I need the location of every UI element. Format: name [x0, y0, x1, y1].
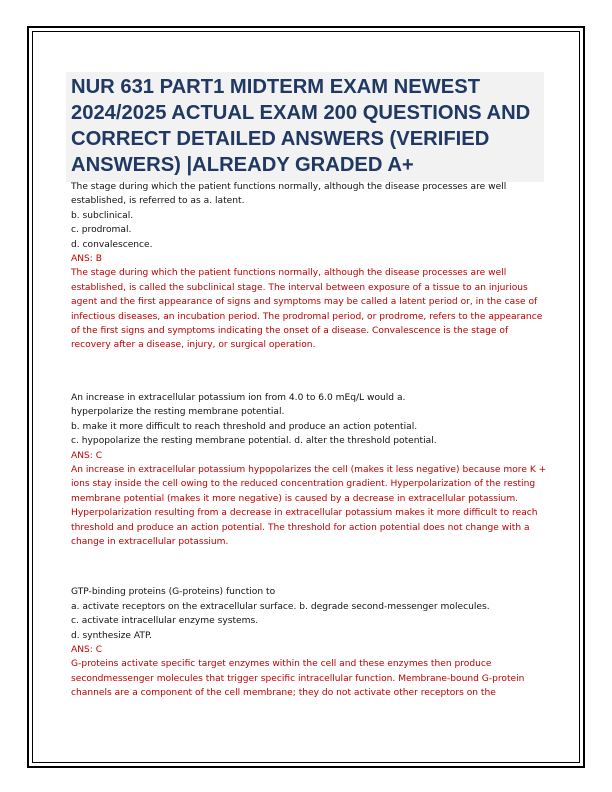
question-block: [71, 391, 547, 549]
document-title: NUR 631 PART1 MIDTERM EXAM NEWEST 2024/2025 ACTUAL EXAM 200 QUESTIONS AND CORRECT DETAILED ANSWERS (VERIFIED ANSWERS) |ALREADY GRADED A+: [71, 76, 531, 176]
answer-explanation: The stage during which the patient functions normally, although the disease processes are well established, is called the subclinical stage. The interval between exposure of a tissue to an injurious agent and the first appearance of signs and symptoms may be called a latent period or, in the case of infectious diseases, an incubation period. The prodromal period, or prodrome, refers to the appearance of the first signs and symptoms indicating the onset of a disease. Convalescence is the stage of recovery after a disease, injury, or surgical operation.: [71, 268, 543, 351]
question-block: [71, 180, 547, 353]
answer-option: d. synthesize ATP.: [71, 630, 152, 641]
answer-key: ANS: C: [71, 450, 103, 461]
answer-option: b. make it more difficult to reach threshold and produce an action potential.: [71, 421, 418, 432]
question-stem: The stage during which the patient functions normally, although the disease processes are well established, is referred to as a. latent.: [71, 182, 507, 207]
answer-option: hyperpolarize the resting membrane potential.: [71, 407, 285, 418]
answer-explanation: An increase in extracellular potassium hypopolarizes the cell (makes it less negative) because more K + ions stay inside the cell owing to the reduced concentration gradient. Hyperpolarization of the resting membrane potential (makes it more negative) is caused by a decrease in extracellular potassium. Hyperpolarization resulting from a decrease in extracellular potassium makes it more difficult to reach threshold and produce an action potential. The threshold for action potential does not change with a change in extracellular potassium.: [71, 464, 547, 547]
answer-option: c. hypopolarize the resting membrane potential. d. alter the threshold potential.: [71, 436, 437, 447]
question-stem: GTP-binding proteins (G-proteins) function to: [71, 587, 276, 598]
document-body: [71, 180, 547, 701]
answer-option: b. subclinical.: [71, 210, 134, 221]
question-stem: An increase in extracellular potassium ion from 4.0 to 6.0 mEq/L would a.: [71, 392, 406, 403]
answer-option: d. convalescence.: [71, 239, 153, 250]
answer-key: ANS: B: [71, 254, 102, 265]
answer-option: c. prodromal.: [71, 225, 132, 236]
answer-option: a. activate receptors on the extracellular surface. b. degrade second-messenger molecules.: [71, 601, 490, 612]
answer-option: c. activate intracellular enzyme systems.: [71, 616, 259, 627]
answer-key: ANS: C: [71, 644, 103, 655]
question-block: [71, 585, 547, 700]
answer-explanation: G-proteins activate specific target enzymes within the cell and these enzymes then produce secondmessenger molecules that trigger specific intracellular function. Membrane-bound G-protein channels are a component of the cell membrane; they do not activate other receptors on the: [71, 659, 525, 699]
